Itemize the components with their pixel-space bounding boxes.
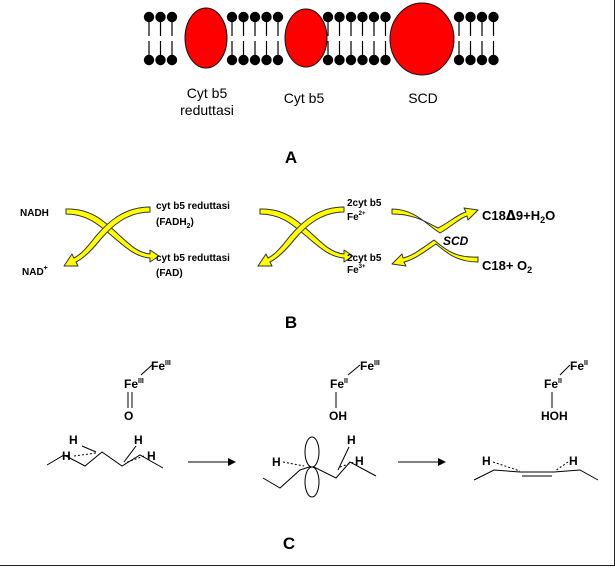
svg-text:FeII: $Fe^{II}$ — [330, 377, 348, 391]
lipid-molecule — [144, 12, 154, 65]
svg-text:H: H — [347, 433, 356, 447]
scd-label: SCD — [408, 90, 438, 106]
svg-text:H: H — [147, 449, 156, 463]
scd-protein — [390, 3, 454, 75]
step1-arrowhead — [228, 458, 236, 466]
cis-alkene-product — [474, 454, 598, 480]
reductase-fad-label: cyt b5 reduttasi — [156, 253, 230, 264]
lipid-molecule — [369, 12, 379, 65]
lipid-molecule — [454, 12, 464, 65]
svg-text:FeIII: $Fe^{III}$ — [124, 377, 144, 391]
svg-text:H: H — [69, 433, 78, 447]
reductase-fad-label-line2: (FAD) — [156, 268, 183, 279]
svg-text:FeII: $Fe^{II}$ — [570, 359, 588, 373]
lipid-molecule — [357, 12, 367, 65]
lipid-molecule — [155, 12, 165, 65]
cyt-b5-fe2-label: 2cyt b5 — [347, 198, 382, 209]
panel-c-label: C — [282, 534, 296, 553]
cyt-b5-fe3-label-line2: $Fe^{3+}$ — [347, 264, 366, 276]
svg-text:H: H — [355, 454, 364, 468]
lipid-molecule — [261, 12, 271, 65]
lipid-molecule — [334, 12, 344, 65]
cyt-b5-label: Cyt b5 — [283, 90, 325, 106]
svg-text:FeII: $Fe^{II}$ — [544, 377, 562, 391]
svg-text:OH: OH — [329, 409, 347, 423]
iron-water-species — [541, 359, 588, 423]
svg-text:H: H — [272, 455, 281, 469]
cyt-b5-reductase-label-line2: reduttasi — [180, 102, 234, 118]
lipid-molecule — [380, 12, 390, 65]
alkane-chain-substrate — [47, 433, 163, 468]
iron-hydroxo-species — [329, 359, 380, 423]
svg-text:H: H — [482, 454, 491, 468]
cyt-b5-reductase-label: Cyt b5 — [186, 85, 228, 101]
svg-text:H: H — [134, 433, 143, 447]
lipid-molecule — [273, 12, 283, 65]
reductase-fadh2-label-line2: $(FADH_2)$ — [156, 217, 194, 230]
lipid-molecule — [477, 12, 487, 65]
nadh-label: NADH — [20, 208, 49, 219]
lipid-molecule — [227, 12, 237, 65]
lipid-molecule — [488, 12, 498, 65]
panel-a-label: A — [284, 148, 298, 167]
cyt-b5-fe3-label: 2cyt b5 — [347, 253, 382, 264]
reductase-fadh2-label: cyt b5 reduttasi — [156, 201, 230, 212]
svg-text:H: H — [569, 454, 578, 468]
panel-b-label: B — [284, 313, 298, 332]
svg-text:H: H — [62, 449, 71, 463]
fadh2-to-nad-arrow — [64, 207, 150, 266]
svg-text:HOH: HOH — [541, 409, 568, 423]
lipid-molecule — [465, 12, 475, 65]
svg-text:O: O — [124, 409, 134, 423]
iron-oxo-species — [124, 359, 171, 423]
lipid-molecule — [238, 12, 248, 65]
product-label: $C18\Delta 9+H_2O$ — [482, 208, 556, 225]
scd-enzyme-label: SCD — [443, 234, 469, 248]
svg-text:FeIII: $Fe^{III}$ — [151, 359, 171, 373]
step2-arrowhead — [438, 458, 446, 466]
substrate-label: $C18+ O_2$ — [482, 258, 533, 275]
lipid-molecule — [167, 12, 177, 65]
fe2-to-product-arrow — [392, 208, 478, 233]
cyt-b5-reductase-protein — [185, 8, 227, 68]
radical-intermediate — [263, 433, 376, 497]
nad-label: NAD+ — [22, 265, 48, 278]
fad-to-fe2-arrow — [258, 207, 344, 266]
svg-text:FeIII: $Fe^{III}$ — [360, 359, 380, 373]
cyt-b5-fe2-label-line2: $Fe^{2+}$ — [347, 211, 366, 223]
lipid-molecule — [250, 12, 260, 65]
cyt-b5-protein — [285, 9, 327, 67]
lipid-molecule — [346, 12, 356, 65]
